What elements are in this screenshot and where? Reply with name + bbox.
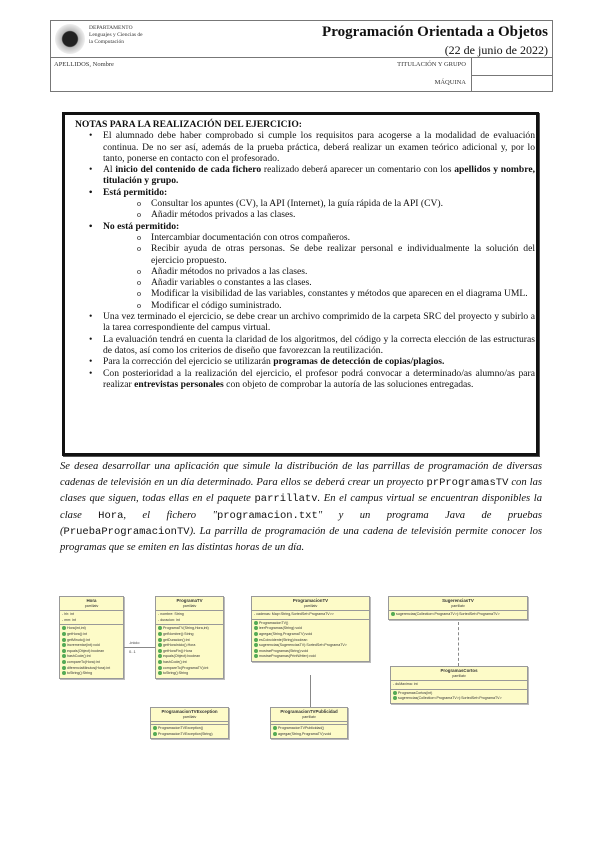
method-icon	[254, 626, 258, 630]
operation-signature: sugerencias(Collection<ProgramaTV>):SortedSet<ProgramaTV>	[396, 612, 500, 617]
university-logo-icon	[55, 24, 85, 54]
sub-item: o Consultar los apuntes (CV), la API (Internet), la guía rápida de la API (CV).	[75, 198, 535, 209]
attribute: - cadenas: Map<String,SortedSet<ProgramaTV>>	[254, 612, 334, 617]
method-icon	[393, 696, 397, 700]
association-line	[124, 647, 155, 648]
notes-heading: NOTAS PARA LA REALIZACIÓN DEL EJERCICIO:	[75, 119, 303, 130]
method-icon	[62, 626, 66, 630]
dept-line: DEPARTAMENTO	[89, 25, 133, 31]
method-icon	[391, 612, 395, 616]
operation-signature: equals(Object):boolean	[67, 648, 105, 653]
text: entrevistas personales	[134, 378, 224, 390]
class-name: ProgramacionTVPublicidad	[280, 709, 338, 714]
package-name: parrillatv	[452, 673, 466, 678]
class-header	[252, 597, 369, 611]
operation	[273, 732, 345, 738]
method-icon	[273, 726, 277, 730]
uml-class-programacion	[251, 596, 370, 662]
operation-signature: mostrarProgramas(PrintWriter):void	[259, 654, 316, 659]
package-name: parrillatv	[84, 603, 99, 608]
operation-signature: sugerencias(Collection<ProgramaTV>):SortedSet<ProgramaTV>	[398, 696, 502, 701]
note-item: • Está permitido:	[75, 187, 535, 198]
method-icon	[254, 643, 258, 647]
text: . En el campus virtual se encuentran disponibles la clase	[60, 493, 542, 521]
method-icon	[254, 638, 258, 642]
note-item: • El alumnado debe haber comprobado si cumple los requisitos para acogerse a la modalidad de evaluación continua. De no ser así, además de la prueba práctica, deberá realizar un examen teórico adicional y, por lo tanto, ponerse en contacto con el profesorado.	[75, 130, 535, 164]
operation-signature: diferenciaMinutos(Hora):int	[67, 665, 111, 670]
method-icon	[153, 732, 157, 736]
exam-notes-box	[62, 112, 539, 456]
operation-signature: ProgramacionTVException()	[158, 726, 204, 731]
machine-field-label: MÁQUINA	[434, 79, 466, 86]
operation-signature: agregar(String,ProgramaTV):void	[259, 631, 313, 636]
dept-line: Lenguajes y Ciencias de	[89, 32, 143, 38]
sub-item: o Intercambiar documentación con otros compañeros.	[75, 232, 535, 243]
operation-signature: ProgramaTV(String,Hora,int)	[163, 626, 209, 631]
class-header	[151, 708, 228, 722]
operations	[271, 725, 347, 738]
method-icon	[393, 691, 397, 695]
operation-signature: getMinuto():int	[67, 637, 90, 642]
operation-signature: ProgramacionTVPublicidad()	[278, 726, 324, 731]
operation-signature: ProgramacionTV()	[259, 620, 289, 625]
text: " y un programa Java de pruebas (	[60, 509, 542, 537]
degree-field-label: TITULACIÓN Y GRUPO	[397, 61, 466, 68]
exam-header	[50, 20, 553, 92]
attributes	[391, 681, 527, 690]
dept-line: la Computación	[89, 39, 124, 45]
note-item	[75, 356, 535, 367]
text: con objeto de comprobar la autoría de las soluciones entregadas.	[223, 378, 474, 390]
note-item	[75, 368, 535, 391]
method-icon	[62, 649, 66, 653]
method-icon	[158, 666, 162, 670]
operation-signature: leerProgramas(String):void	[259, 626, 302, 631]
operation-signature: ProgramacionTVException(String)	[158, 731, 213, 736]
operation-signature: hashCode():int	[163, 659, 187, 664]
class-header	[60, 597, 123, 611]
class-header	[389, 597, 527, 611]
method-icon	[254, 632, 258, 636]
text: realizado deberá aparecer un comentario con los	[261, 164, 455, 176]
package-name: parrillatv	[303, 603, 318, 608]
attribute: - nombre: String	[158, 612, 184, 617]
text: Para la corrección del ejercicio se utilizarán	[103, 356, 274, 368]
attributes	[156, 611, 223, 625]
note-item: • La evaluación tendrá en cuenta la claridad de los algoritmos, del código y la correcta elección de las estructuras de datos, así como los criterios de diseño que favorezcan la reutilización.	[75, 334, 535, 357]
operation-signature: getNombre():String	[163, 631, 194, 636]
operation	[158, 671, 221, 677]
operation-signature: getHora():int	[67, 631, 87, 636]
inheritance-line	[310, 675, 311, 707]
sub-item: o Añadir variables o constantes a las clases.	[75, 277, 535, 288]
attribute: - duMaxima: int	[393, 682, 418, 687]
exam-title: Programación Orientada a Objetos	[322, 24, 548, 40]
method-icon	[254, 649, 258, 653]
method-icon	[62, 654, 66, 658]
operation-signature: toString():String	[163, 671, 189, 676]
method-icon	[158, 654, 162, 658]
realization-line	[458, 622, 459, 666]
text: apellidos y nombre, titulación y grupo.	[103, 164, 535, 187]
sub-item: o Modificar el código suministrado.	[75, 300, 535, 311]
note-item: • Una vez terminado el ejercicio, se debe crear un archivo comprimido de la carpeta SRC del proyecto y subirlo a la tarea correspondiente del campus virtual.	[75, 311, 535, 334]
problem-statement	[60, 459, 542, 556]
name-field-label: APELLIDOS, Nombre	[54, 61, 114, 68]
operation	[393, 696, 525, 702]
text: inicio del contenido de cada fichero	[115, 164, 262, 176]
operation	[391, 612, 525, 618]
method-icon	[153, 726, 157, 730]
class-name: ProgramasCortos	[440, 668, 478, 673]
operations	[391, 690, 527, 703]
sub-item: o Modificar la visibilidad de las variables, constantes y métodos que aparecen en el diagrama UML.	[75, 288, 535, 299]
sub-item: o Añadir métodos no privados a las clases.	[75, 266, 535, 277]
code: parrillatv	[254, 493, 318, 506]
method-icon	[158, 649, 162, 653]
divider	[471, 75, 552, 76]
note-item	[75, 164, 535, 187]
code: prProgramasTV	[426, 477, 509, 490]
class-name: SugerenciasTV	[442, 598, 474, 603]
class-name: ProgramacionTVException	[161, 709, 218, 714]
operation-signature: sugerencias(SugerenciasTV):SortedSet<ProgramaTV>	[259, 643, 347, 648]
operation-signature: mostrarProgramas(String):void	[259, 648, 309, 653]
operation-signature: getDuracion():int	[163, 637, 190, 642]
text: ). La parrilla de programación de una cadena de televisión permite conocer los programas que se emiten en las distintas horas de un día.	[60, 525, 542, 554]
operation-signature: compareTo(Hora):int	[67, 659, 100, 664]
code: programacion.txt	[216, 509, 318, 522]
package-name: parrillatv	[451, 603, 465, 608]
code: Hora	[98, 509, 124, 522]
method-icon	[273, 732, 277, 736]
method-icon	[158, 626, 162, 630]
operation-signature: getHoraFin():Hora	[163, 648, 192, 653]
operations	[252, 620, 369, 661]
operations	[151, 725, 228, 738]
text: Se desea desarrollar una aplicación que simule la distribución de las parrillas de programación de diversas cadenas de televisión en un día determinado. Para ellos se deberá crear un proyecto	[60, 461, 542, 489]
department-name	[89, 25, 143, 46]
method-icon	[62, 632, 66, 636]
operation	[254, 654, 367, 660]
method-icon	[158, 671, 162, 675]
operation	[62, 671, 121, 677]
text: programas de detección de copias/plagios.	[273, 356, 445, 368]
operation-signature: ProgramasCortos(int)	[398, 690, 433, 695]
package-name: parrillatv	[182, 603, 197, 608]
operation-signature: agregar(String,ProgramaTV):void	[278, 731, 332, 736]
class-name: Hora	[86, 598, 97, 603]
text: , el fichero "	[123, 509, 217, 521]
package-name: parrillatv	[302, 714, 316, 719]
attribute: - mm: int	[62, 617, 76, 622]
class-header	[156, 597, 223, 611]
class-header	[391, 667, 527, 681]
method-icon	[254, 621, 258, 625]
text: con las clases que siguen, todas ellas en el paquete	[60, 477, 542, 505]
attributes	[252, 611, 369, 620]
text: Al	[103, 164, 116, 176]
text: Con posterioridad a la realización del ejercicio, el profesor podrá convocar a determinado/as alumno/as para realizar	[103, 367, 535, 390]
attribute: - duracion: int	[158, 617, 180, 622]
method-icon	[158, 632, 162, 636]
method-icon	[62, 666, 66, 670]
operation-signature: incrementar(int):void	[67, 643, 100, 648]
exam-date: (22 de junio de 2022)	[444, 43, 548, 57]
attribute: - hh: int	[62, 612, 74, 617]
operation-signature: toString():String	[67, 671, 93, 676]
operation-signature: getHoraInicio():Hora	[163, 643, 196, 648]
operation-signature: Hora(int,int)	[67, 626, 86, 631]
operation-signature: compareTo(ProgramaTV):int	[163, 665, 209, 670]
uml-class-programa	[155, 596, 224, 679]
code: PruebaProgramacionTV	[63, 525, 190, 538]
uml-class-hora	[59, 596, 124, 679]
association-multiplicity: 0..1	[129, 649, 136, 654]
method-icon	[158, 660, 162, 664]
method-icon	[62, 671, 66, 675]
operation	[153, 732, 226, 738]
note-item: • No está permitido:	[75, 221, 535, 232]
method-icon	[62, 638, 66, 642]
operations	[60, 625, 123, 677]
class-header	[271, 708, 347, 722]
attributes	[60, 611, 123, 625]
operations	[389, 611, 527, 619]
uml-class-cortos	[390, 666, 528, 704]
package-name: parrillatv	[182, 714, 197, 719]
method-icon	[158, 643, 162, 647]
method-icon	[62, 660, 66, 664]
method-icon	[62, 643, 66, 647]
sub-item: o Recibir ayuda de otras personas. Se debe realizar personal e individualmente la solución del ejercicio propuesto.	[75, 243, 535, 266]
operation-signature: esCoincidente(String):boolean	[259, 637, 308, 642]
operation-signature: equals(Object):boolean	[163, 654, 201, 659]
association-role: -inicio	[129, 640, 140, 645]
class-name: ProgramacionTV	[292, 598, 329, 603]
operations	[156, 625, 223, 677]
method-icon	[158, 638, 162, 642]
operation-signature: hashCode():int	[67, 654, 91, 659]
class-name: ProgramaTV	[176, 598, 203, 603]
sub-item: o Añadir métodos privados a las clases.	[75, 209, 535, 220]
method-icon	[254, 654, 258, 658]
uml-class-exception	[150, 707, 229, 739]
uml-class-publicidad	[270, 707, 348, 739]
uml-class-sugerencias	[388, 596, 528, 620]
